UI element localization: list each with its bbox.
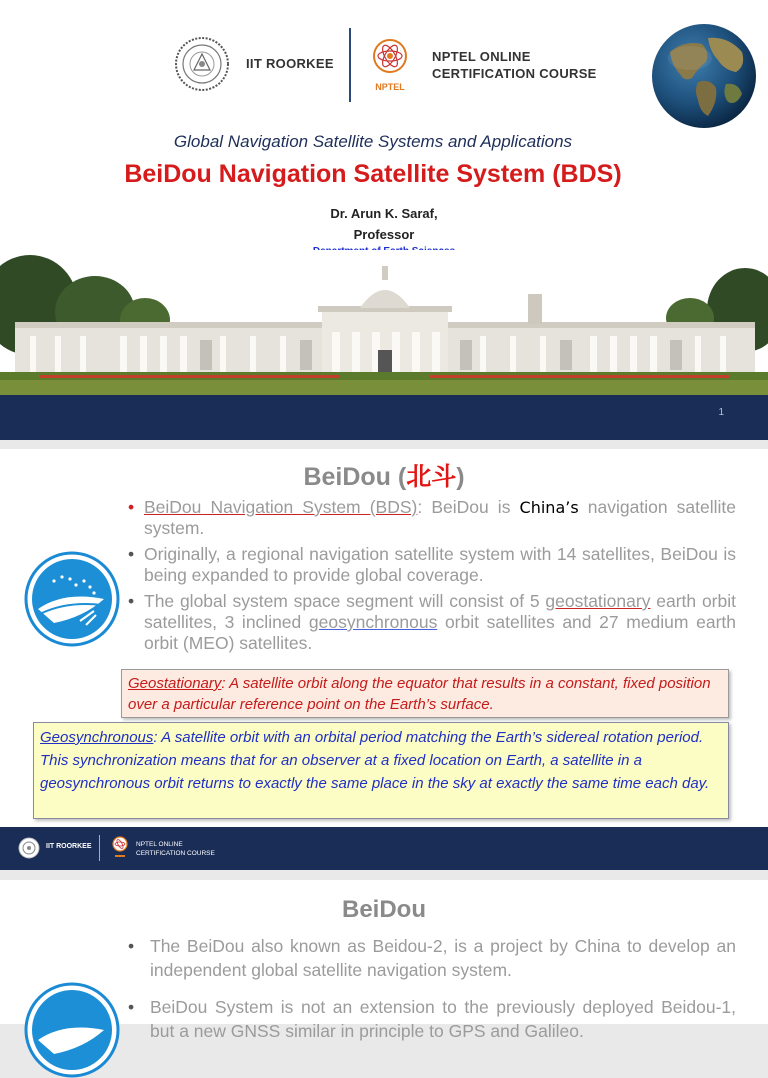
header-divider	[349, 28, 351, 102]
beidou-logo-icon	[24, 551, 120, 647]
course-title: Global Navigation Satellite Systems and Applications	[173, 132, 573, 151]
lecture-title: BeiDou Navigation Satellite System (BDS)	[124, 160, 622, 188]
definition-term: Geostationary	[128, 675, 222, 692]
beidou-logo-icon	[24, 982, 120, 1078]
beidou-overview-slide	[0, 880, 768, 1041]
title-chinese: 北斗	[406, 463, 457, 491]
list-item: • BeiDou Navigation System (BDS): BeiDou is China’s navigation satellite system.	[128, 497, 736, 539]
author-name: Dr. Arun K. Saraf,	[330, 206, 438, 221]
definition-text: : A satellite orbit along the equator that results in a constant, fixed position over a particular reference point on the Earth’s surface.	[128, 675, 711, 713]
nptel-label-line2: CERTIFICATION COURSE	[432, 66, 597, 81]
slide-title	[0, 457, 768, 493]
nptel-logo-text: NPTEL	[375, 82, 405, 92]
geostationary-definition-box	[121, 669, 729, 718]
footer-divider	[99, 835, 100, 861]
author-role: Professor	[353, 227, 415, 242]
iit-roorkee-logo-icon	[18, 837, 40, 859]
list-item: • Originally, a regional navigation satellite system with 14 satellites, BeiDou is being expanded to provide global coverage.	[128, 544, 736, 586]
beidou-intro-slide	[0, 449, 768, 870]
nptel-logo-icon	[370, 38, 410, 94]
slide-footer	[0, 827, 768, 870]
iit-roorkee-logo-icon	[174, 36, 230, 92]
bds-term: BeiDou Navigation System (BDS)	[144, 497, 418, 517]
title-suffix: )	[456, 463, 465, 491]
list-item: • BeiDou System is not an extension to the previously deployed Beidou-1, but a new GNSS similar in principle to GPS and Galileo.	[128, 995, 736, 1043]
overview-bullet-list	[128, 934, 736, 1056]
nptel-label-line1: NPTEL ONLINE	[432, 49, 531, 64]
title-slide	[0, 0, 768, 440]
page-number: 1	[718, 407, 724, 418]
footer-iit-label: IIT ROORKEE	[46, 843, 92, 850]
geosynchronous-definition-box	[33, 722, 729, 819]
slide-footer	[0, 395, 768, 440]
china-text: China’s	[519, 498, 579, 517]
geosynchronous-term: geosynchronous	[308, 612, 438, 632]
footer-nptel-label: NPTEL ONLINE CERTIFICATION COURSE	[136, 841, 215, 857]
list-item: • The global system space segment will consist of 5 geostationary earth orbit satellites, 3 inclined geosynchronous orbit satellites and 27 medium earth orbit (MEO) satellites.	[128, 591, 736, 654]
slide-title: BeiDou	[342, 896, 426, 923]
geostationary-term: geostationary	[545, 591, 651, 611]
nptel-label	[432, 48, 597, 82]
intro-bullet-list	[128, 497, 736, 659]
iit-roorkee-label: IIT ROORKEE	[246, 56, 334, 71]
list-item: • The BeiDou also known as Beidou-2, is a project by China to develop an independent global satellite navigation system.	[128, 934, 736, 982]
definition-text: : A satellite orbit with an orbital period matching the Earth’s sidereal rotation period. This synchronization means that for an observer at a fixed location on Earth, a satellite in a geosynchronous orbit returns to exactly the same place in the sky at exactly the same time each day.	[40, 729, 710, 792]
earth-globe-icon	[650, 22, 758, 130]
nptel-logo-icon	[112, 836, 128, 860]
title-prefix: BeiDou (	[303, 463, 407, 491]
definition-term: Geosynchronous	[40, 729, 154, 746]
university-building-photo	[0, 250, 768, 395]
